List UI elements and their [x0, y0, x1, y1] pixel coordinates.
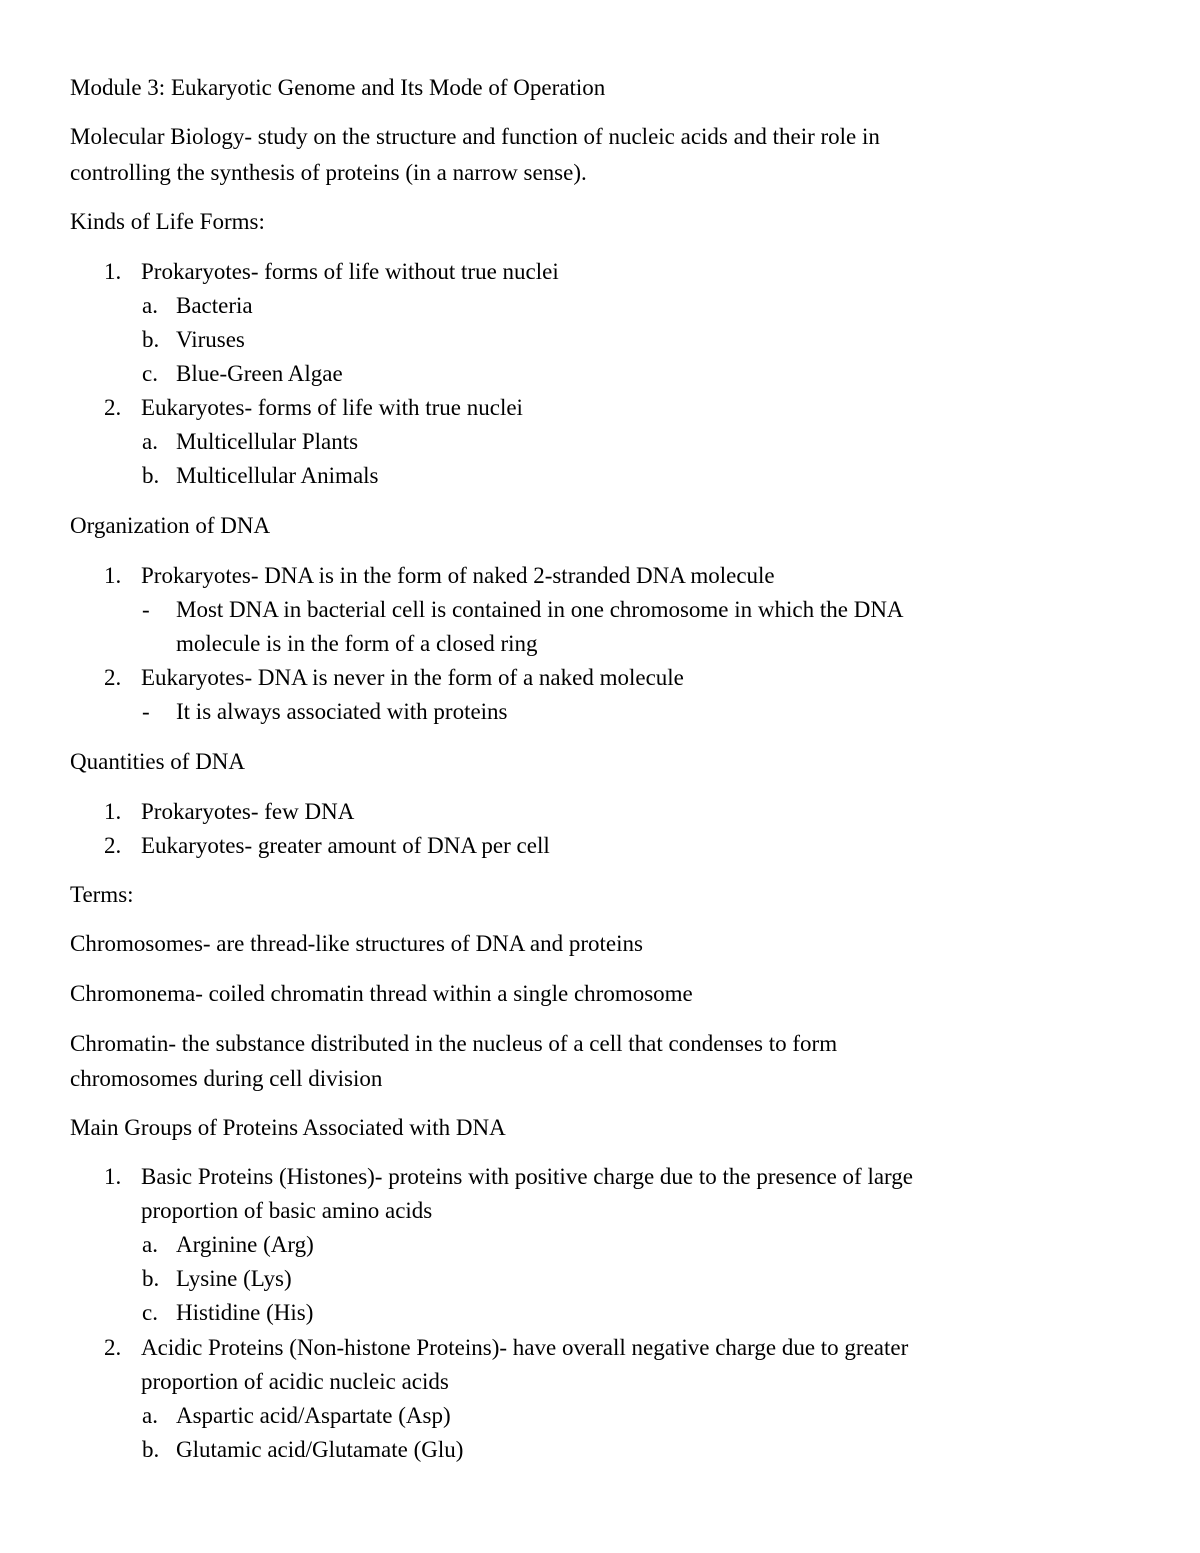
list-item: Acidic Proteins (Non-histone Proteins)- have overall negative charge due to greater: [141, 1335, 909, 1360]
sublist-item: Blue-Green Algae: [176, 361, 343, 386]
sublist-item: Histidine (His): [176, 1300, 314, 1325]
section-heading-terms: Terms:: [70, 882, 134, 907]
list-number: 1.: [104, 799, 122, 824]
sublist-marker: b.: [142, 1437, 160, 1462]
sublist-marker: a.: [142, 1232, 158, 1257]
term-chromonema: Chromonema- coiled chromatin thread within a single chromosome: [70, 981, 693, 1006]
sublist-item: Aspartic acid/Aspartate (Asp): [176, 1403, 451, 1428]
sublist-item: Arginine (Arg): [176, 1232, 314, 1257]
list-number: 1.: [104, 563, 122, 588]
list-number: 1.: [104, 259, 122, 284]
list-item-continuation: proportion of basic amino acids: [141, 1198, 433, 1223]
section-heading-life-forms: Kinds of Life Forms:: [70, 209, 265, 234]
sublist-marker: a.: [142, 1403, 158, 1428]
sublist-marker: b.: [142, 463, 160, 488]
term-chromatin-continuation: chromosomes during cell division: [70, 1066, 383, 1091]
sublist-item: Multicellular Animals: [176, 463, 379, 488]
sublist-marker: -: [142, 699, 150, 724]
section-heading-dna-organization: Organization of DNA: [70, 513, 271, 538]
section-heading-proteins: Main Groups of Proteins Associated with DNA: [70, 1115, 506, 1140]
list-number: 2.: [104, 833, 122, 858]
sublist-item: Most DNA in bacterial cell is contained in one chromosome in which the DNA: [176, 597, 904, 622]
list-number: 2.: [104, 395, 122, 420]
definition-line: Molecular Biology- study on the structure and function of nucleic acids and their role in: [70, 124, 880, 149]
sublist-item: Bacteria: [176, 293, 253, 318]
list-number: 1.: [104, 1164, 122, 1189]
sublist-item-continuation: molecule is in the form of a closed ring: [176, 631, 538, 656]
list-item: Prokaryotes- DNA is in the form of naked 2-stranded DNA molecule: [141, 563, 775, 588]
sublist-marker: b.: [142, 327, 160, 352]
section-heading-dna-quantities: Quantities of DNA: [70, 749, 246, 774]
sublist-item: It is always associated with proteins: [176, 699, 508, 724]
list-item: Prokaryotes- forms of life without true nuclei: [141, 259, 559, 284]
sublist-marker: c.: [142, 1300, 158, 1325]
list-item: Basic Proteins (Histones)- proteins with positive charge due to the presence of large: [141, 1164, 914, 1189]
sublist-marker: a.: [142, 293, 158, 318]
sublist-item: Lysine (Lys): [176, 1266, 292, 1291]
term-chromosomes: Chromosomes- are thread-like structures of DNA and proteins: [70, 931, 643, 956]
list-number: 2.: [104, 665, 122, 690]
term-chromatin: Chromatin- the substance distributed in the nucleus of a cell that condenses to form: [70, 1031, 838, 1056]
sublist-item: Viruses: [176, 327, 245, 352]
sublist-marker: b.: [142, 1266, 160, 1291]
list-number: 2.: [104, 1335, 122, 1360]
sublist-item: Multicellular Plants: [176, 429, 359, 454]
sublist-item: Glutamic acid/Glutamate (Glu): [176, 1437, 464, 1462]
sublist-marker: a.: [142, 429, 158, 454]
list-item: Eukaryotes- greater amount of DNA per cell: [141, 833, 550, 858]
list-item-continuation: proportion of acidic nucleic acids: [141, 1369, 449, 1394]
document-title: Module 3: Eukaryotic Genome and Its Mode of Operation: [70, 75, 606, 100]
definition-line: controlling the synthesis of proteins (in a narrow sense).: [70, 160, 587, 185]
list-item: Eukaryotes- DNA is never in the form of a naked molecule: [141, 665, 684, 690]
sublist-marker: c.: [142, 361, 158, 386]
sublist-marker: -: [142, 597, 150, 622]
list-item: Prokaryotes- few DNA: [141, 799, 355, 824]
list-item: Eukaryotes- forms of life with true nuclei: [141, 395, 523, 420]
